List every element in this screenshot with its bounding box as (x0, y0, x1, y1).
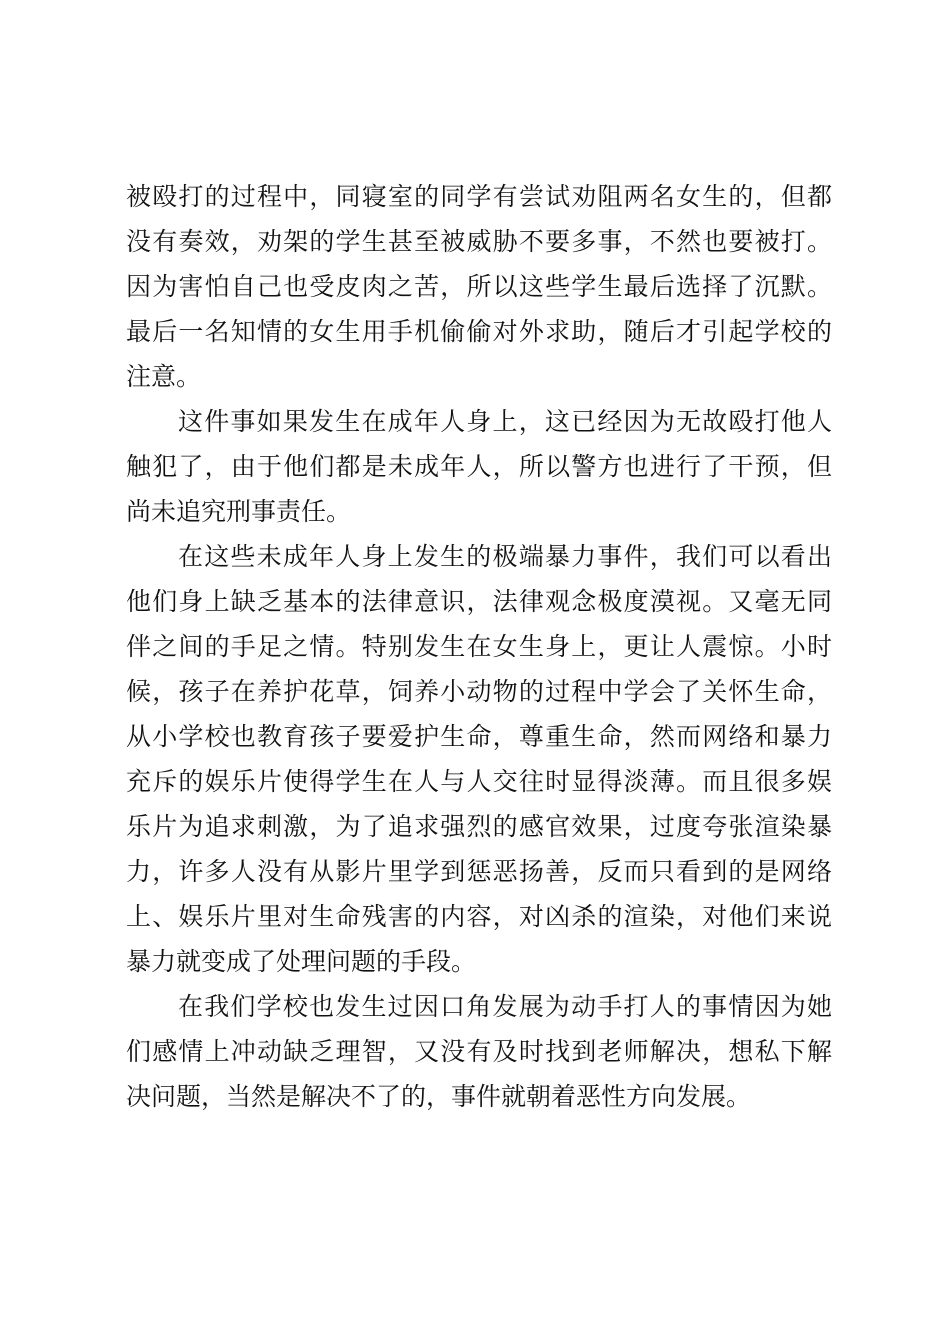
text-line: 被殴打的过程中，同寝室的同学有尝试劝阻两名女生的，但都 (126, 182, 832, 211)
text-line: 们感情上冲动缺乏理智，又没有及时找到老师解决，想私下解 (126, 1037, 832, 1066)
text-line: 伴之间的手足之情。特别发生在女生身上，更让人震惊。小时 (126, 632, 832, 661)
text-line: 暴力就变成了处理问题的手段。 (126, 947, 477, 976)
text-line: 从小学校也教育孩子要爱护生命，尊重生命，然而网络和暴力 (126, 722, 832, 751)
text-line: 尚未追究刑事责任。 (126, 497, 352, 526)
text-line: 力，许多人没有从影片里学到惩恶扬善，反而只看到的是网络 (126, 857, 832, 886)
text-line: 他们身上缺乏基本的法律意识，法律观念极度漠视。又毫无同 (126, 587, 832, 616)
text-line: 充斥的娱乐片使得学生在人与人交往时显得淡薄。而且很多娱 (126, 767, 832, 796)
text-line: 注意。 (126, 362, 202, 391)
text-line: 最后一名知情的女生用手机偷偷对外求助，随后才引起学校的 (126, 317, 832, 346)
text-line: 决问题，当然是解决不了的，事件就朝着恶性方向发展。 (126, 1082, 752, 1111)
text-line: 在这些未成年人身上发生的极端暴力事件，我们可以看出 (178, 542, 832, 571)
text-line: 在我们学校也发生过因口角发展为动手打人的事情因为她 (178, 992, 832, 1021)
text-line: 这件事如果发生在成年人身上，这已经因为无故殴打他人 (178, 407, 832, 436)
text-line: 上、娱乐片里对生命残害的内容，对凶杀的渲染，对他们来说 (126, 902, 832, 931)
text-line: 没有奏效，劝架的学生甚至被威胁不要多事，不然也要被打。 (126, 227, 832, 256)
text-line: 因为害怕自己也受皮肉之苦，所以这些学生最后选择了沉默。 (126, 272, 832, 301)
text-line: 乐片为追求刺激，为了追求强烈的感官效果，过度夸张渲染暴 (126, 812, 832, 841)
text-line: 候，孩子在养护花草，饲养小动物的过程中学会了关怀生命， (126, 677, 832, 706)
text-line: 触犯了，由于他们都是未成年人，所以警方也进行了干预，但 (126, 452, 832, 481)
body-text (126, 174, 832, 1119)
